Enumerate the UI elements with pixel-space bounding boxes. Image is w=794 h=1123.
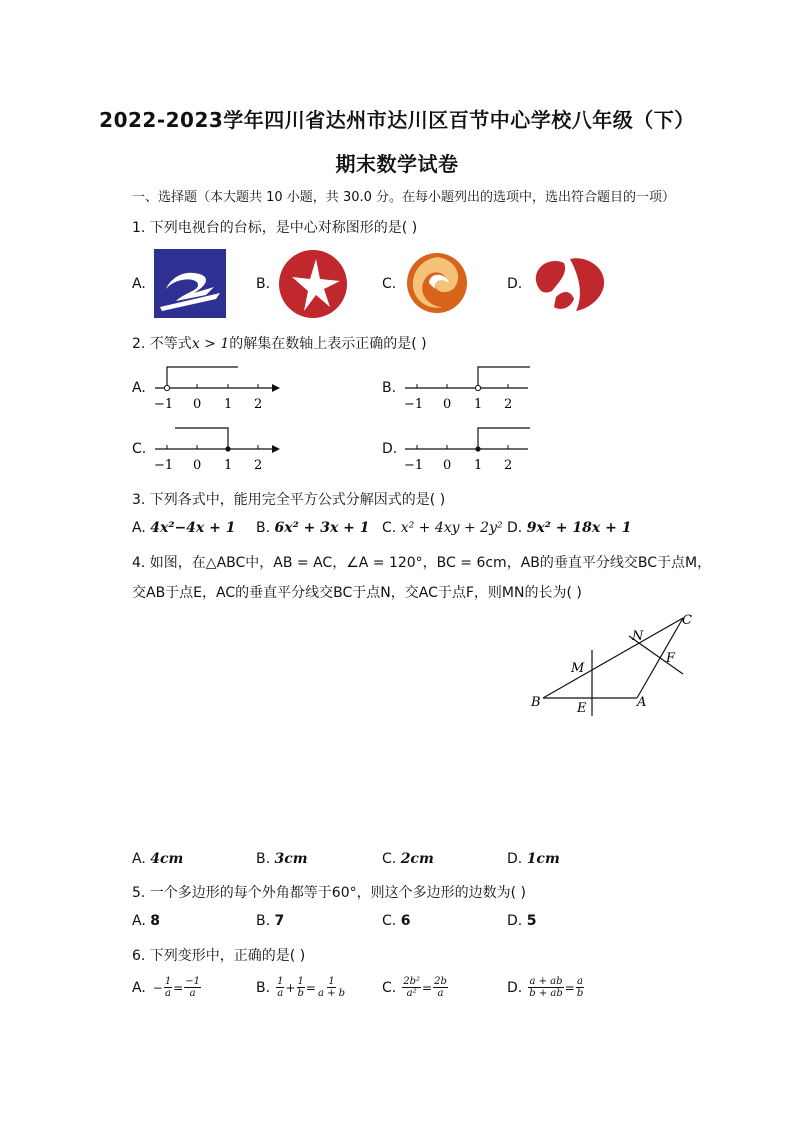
page-title: 2022-2023学年四川省达州市达川区百节中心学校八年级（下） <box>99 108 695 132</box>
q4-label-c: C. <box>382 851 397 867</box>
q4-value-c: 2cm <box>400 851 434 867</box>
page-subtitle: 期末数学试卷 <box>335 152 459 176</box>
numerator: 1 <box>164 976 172 987</box>
q6-stem: 6. 下列变形中，正确的是( ) <box>132 948 306 964</box>
tick-label: 1 <box>474 458 483 473</box>
q6-label-a: A. <box>132 979 146 996</box>
fraction <box>402 976 421 999</box>
number-line-b <box>400 362 535 412</box>
q4-stem-line2: 交AB于点E，AC的垂直平分线交BC于点N，交AC于点F，则MN的长为( ) <box>132 585 582 601</box>
point-label-n: N <box>632 629 644 644</box>
q3-expr-d: 9x² + 18x + 1 <box>526 520 632 536</box>
q3-expr-b: 6x² + 3x + 1 <box>274 520 370 536</box>
q4-value-b: 3cm <box>274 851 308 867</box>
fraction <box>184 976 201 999</box>
q5-value-a: 8 <box>150 913 160 929</box>
q2-label-b: B. <box>382 380 397 396</box>
point-label-c: C <box>682 613 692 628</box>
q5-option-c <box>382 913 410 929</box>
q2-stem-math: x > 1 <box>191 336 230 352</box>
numerator: 1 <box>277 976 284 987</box>
q4-label-d: D. <box>507 851 523 867</box>
numerator: 2b² <box>403 976 421 987</box>
tv-logo-d-icon <box>530 251 610 319</box>
q3-option-a <box>132 520 236 536</box>
q6-option-b <box>256 976 346 999</box>
numerator: 1 <box>297 976 304 987</box>
q1-label-a: A. <box>132 276 146 292</box>
q6-label-d: D. <box>507 979 523 996</box>
numerator: a + ab <box>529 976 563 987</box>
q6-option-d <box>507 976 584 999</box>
tick-label: 0 <box>443 458 452 473</box>
q4-label-a: A. <box>132 851 146 867</box>
tick-label: 0 <box>193 397 202 412</box>
q6-option-c <box>382 976 448 999</box>
q5-stem: 5. 一个多边形的每个外角都等于60°，则这个多边形的边数为( ) <box>132 885 526 901</box>
denominator: a + b <box>317 988 346 999</box>
q2-label-d: D. <box>382 441 398 457</box>
tv-logo-b-icon <box>278 249 348 323</box>
point-label-b: B <box>531 695 541 710</box>
q3-expr-a: 4x²−4x + 1 <box>150 520 236 536</box>
tick-label: 2 <box>504 458 513 473</box>
q6-option-a <box>132 976 201 999</box>
tv-logo-a-icon <box>154 249 226 318</box>
tick-label: 0 <box>443 397 452 412</box>
q3-label-b: B. <box>256 520 271 536</box>
numerator: 1 <box>328 976 335 987</box>
q6-a-sign: − <box>152 980 163 995</box>
q1-label-d: D. <box>507 276 523 292</box>
point-label-a: A <box>637 695 647 710</box>
q3-expr-c: x² + 4xy + 2y² <box>400 520 503 536</box>
tick-label: 1 <box>224 397 233 412</box>
q6-d-eq: = <box>564 980 575 995</box>
tick-label: −1 <box>154 458 174 473</box>
q3-option-b <box>256 520 370 536</box>
fraction <box>164 976 172 999</box>
q1-label-b: B. <box>256 276 271 292</box>
fraction <box>433 976 448 999</box>
q4-option-a <box>132 851 183 867</box>
q3-option-c <box>382 520 503 536</box>
q4-value-d: 1cm <box>526 851 560 867</box>
q3-label-c: C. <box>382 520 397 536</box>
denominator: b <box>297 988 304 999</box>
q5-label-c: C. <box>382 913 397 929</box>
triangle-figure <box>525 608 705 720</box>
q6-b-eq: = <box>305 980 316 995</box>
fraction <box>297 976 305 999</box>
q5-value-b: 7 <box>274 913 285 929</box>
q6-c-eq: = <box>422 980 433 995</box>
q5-option-d <box>507 913 536 929</box>
denominator: a² <box>406 988 417 999</box>
q6-a-eq: = <box>173 980 184 995</box>
q1-label-c: C. <box>382 276 397 292</box>
tick-label: 1 <box>224 458 233 473</box>
denominator: a <box>437 988 444 999</box>
tick-label: 2 <box>254 458 263 473</box>
tick-label: 2 <box>254 397 263 412</box>
q3-label-d: D. <box>507 520 523 536</box>
denominator: b <box>576 988 584 999</box>
q6-label-c: C. <box>382 979 397 996</box>
point-label-m: M <box>571 661 585 676</box>
q4-stem-line1: 4. 如图，在△ABC中，AB = AC，∠A = 120°，BC = 6cm，AB的垂直平分线交BC于点M， <box>132 555 712 571</box>
q3-option-d <box>507 520 631 536</box>
q1-stem: 1. 下列电视台的台标，是中心对称图形的是( ) <box>132 220 418 236</box>
q5-option-b <box>256 913 284 929</box>
denominator: a <box>277 988 284 999</box>
tv-logo-c-icon <box>405 251 469 319</box>
q2-label-a: A. <box>132 380 146 396</box>
q5-option-a <box>132 913 160 929</box>
point-label-e: E <box>577 701 587 716</box>
q6-label-b: B. <box>256 979 271 996</box>
q4-value-a: 4cm <box>150 851 184 867</box>
q2-stem <box>132 333 427 353</box>
numerator: 2b <box>434 976 447 987</box>
q6-b-plus: + <box>285 980 296 995</box>
section-heading: 一、选择题（本大题共 10 小题，共 30.0 分。在每小题列出的选项中，选出符合题目的一项） <box>132 190 676 205</box>
point-label-f: F <box>666 651 676 666</box>
q4-option-c <box>382 851 434 867</box>
number-line-d <box>400 423 535 473</box>
tick-label: −1 <box>154 397 174 412</box>
q3-stem: 3. 下列各式中，能用完全平方公式分解因式的是( ) <box>132 492 446 508</box>
tick-label: 1 <box>474 397 483 412</box>
q5-value-c: 6 <box>400 913 411 929</box>
denominator: a <box>165 988 172 999</box>
fraction <box>317 976 346 999</box>
tick-label: −1 <box>404 397 424 412</box>
q5-label-a: A. <box>132 913 146 929</box>
q3-label-a: A. <box>132 520 146 536</box>
numerator: a <box>577 976 583 987</box>
q5-value-d: 5 <box>526 913 537 929</box>
tick-label: 2 <box>504 397 513 412</box>
tick-label: 0 <box>193 458 202 473</box>
q4-label-b: B. <box>256 851 271 867</box>
fraction <box>528 976 564 999</box>
fraction <box>576 976 584 999</box>
q5-label-d: D. <box>507 913 523 929</box>
denominator: a <box>189 988 196 999</box>
q5-label-b: B. <box>256 913 271 929</box>
number-line-c <box>150 423 285 473</box>
numerator: −1 <box>185 976 201 987</box>
q4-option-d <box>507 851 560 867</box>
number-line-a <box>150 362 285 412</box>
q2-stem-pre: 2. 不等式 <box>132 336 192 352</box>
denominator: b + ab <box>529 988 563 999</box>
q2-stem-post: 的解集在数轴上表示正确的是( ) <box>229 336 427 352</box>
q2-label-c: C. <box>132 441 147 457</box>
fraction <box>276 976 284 999</box>
q4-option-b <box>256 851 308 867</box>
tick-label: −1 <box>404 458 424 473</box>
